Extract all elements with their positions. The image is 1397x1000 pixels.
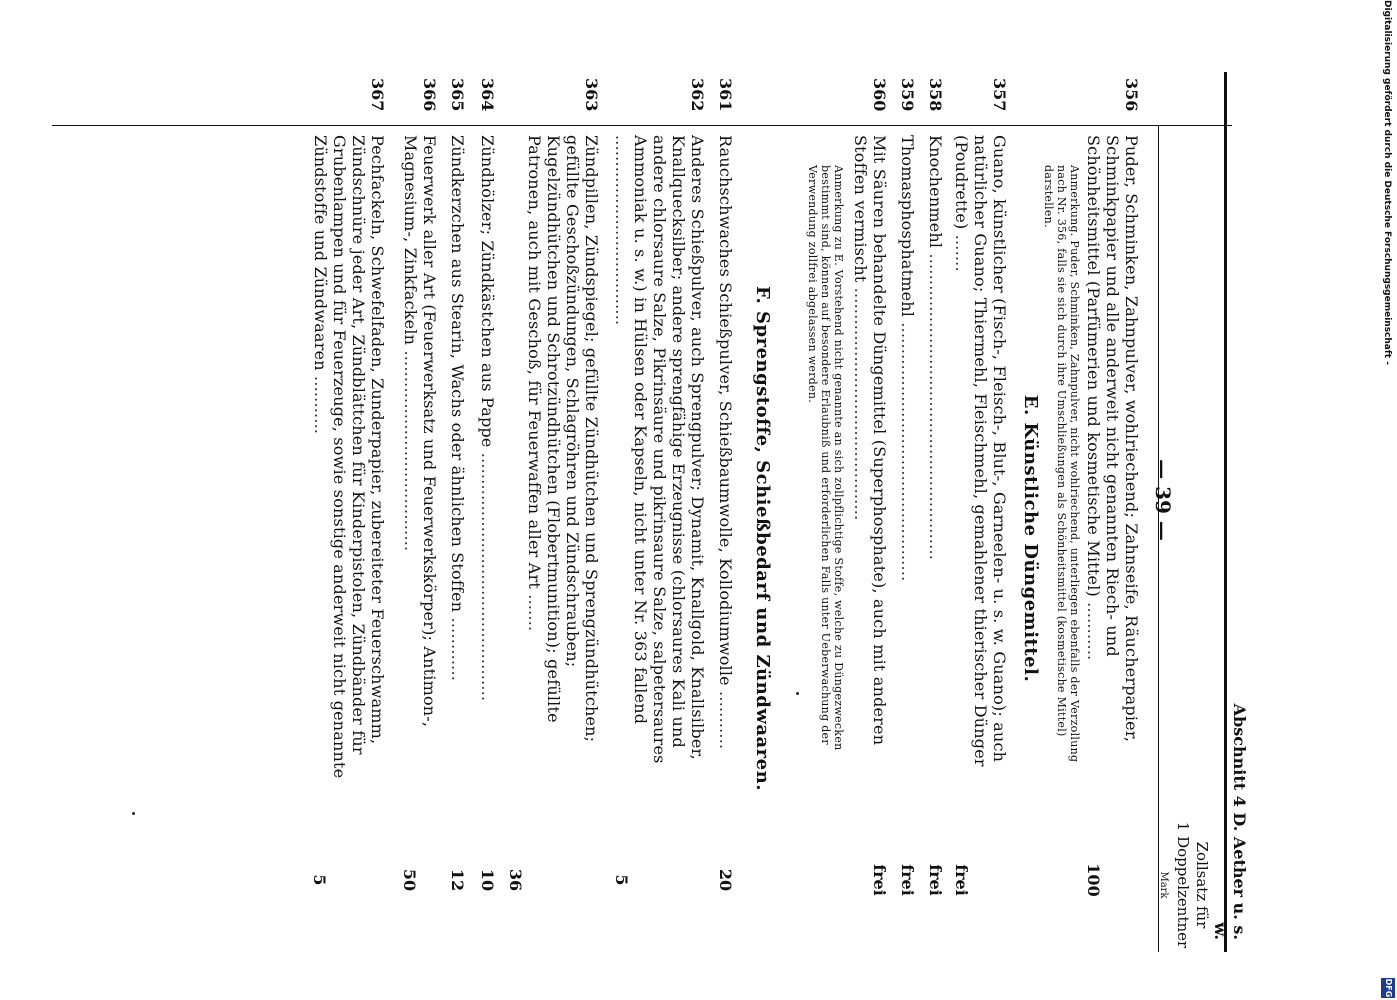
entry-rate: 100 bbox=[1084, 863, 1103, 897]
tariff-header-currency: Mark bbox=[1158, 871, 1169, 899]
entry-rate: 36 bbox=[506, 868, 525, 892]
entry-text: Guano, künstlicher (Fisch-, Fleisch-, Blut-, Garneelen- u. s. w. Guano); auch natürlicher Guano; Thiermehl, Fleischmehl, gemahlener thierischer Dünger (Poudrette) ....... bbox=[952, 135, 1009, 767]
tariff-header bbox=[1154, 820, 1211, 950]
entry-number: 364 bbox=[478, 78, 497, 112]
section-e-heading: E. Künstliche Düngemittel. bbox=[1020, 394, 1041, 683]
entry-number: 360 bbox=[870, 78, 889, 112]
entry-text: Pechfackeln, Schwefelfaden, Zunderpapier, zubereiteter Feuerschwamm, Zündschnüre jeder Art, Zündblättchen für Kinderpistolen, Zündbänder für Grubenlampen und für Feuerzeuge, sowie sonstige anderweit nicht genannte Zündstoffe und Zündwaaren ........... bbox=[311, 135, 387, 779]
note-356: Anmerkung. Puder, Schminken, Zahnpulver, nicht wohlriechend, unterliegen ebenfalls der Verzollung nach Nr. 356, falls sie sich durch ihre Umschließungen als Schönheitsmittel (kosmetische Mittel) darstellen. bbox=[1042, 165, 1081, 763]
entry-number: 367 bbox=[368, 78, 387, 112]
print-speck bbox=[796, 692, 799, 695]
entry-rate: 10 bbox=[478, 868, 497, 892]
entry-text: Feuerwerk aller Art (Feuerwerksatz und Feuerwerkskörper); Antimon-, Magnesium-, Zinkfackeln ...................................... bbox=[401, 135, 439, 728]
digitization-footer: Digitalisierung gefördert durch die Deutsche Forschungsgemeinschaft - bbox=[1382, 0, 1392, 365]
entry-rate: frei bbox=[898, 864, 917, 896]
dfg-logo: DFG bbox=[1381, 978, 1395, 998]
print-speck bbox=[132, 812, 135, 815]
entry-rate: 5 bbox=[612, 874, 631, 886]
entry-number: 365 bbox=[448, 78, 467, 112]
entry-number: 359 bbox=[898, 78, 917, 112]
section-reference: Abschnitt 4 D. Aether u. s. w. bbox=[1211, 703, 1249, 940]
entry-text: Zündhölzer; Zündkästchen aus Pappe ............................................... bbox=[478, 135, 497, 702]
entry-text: Mit Säuren behandelte Düngemittel (Superphosphate), auch mit anderen Stoffen vermischt ............................................ bbox=[851, 135, 889, 746]
tariff-header-unit: 1 Doppelzentner bbox=[1174, 821, 1192, 949]
section-f-heading: F. Sprengstoffe, Schießbedarf und Zündwaaren. bbox=[752, 286, 773, 791]
entry-text: Zündkerzchen aus Stearin, Wachs oder ähnlichen Stoffen ............ bbox=[448, 135, 467, 682]
page-number: — 39 — bbox=[1151, 459, 1175, 541]
header-rule bbox=[1158, 125, 1159, 952]
entry-number: 356 bbox=[1122, 78, 1141, 112]
entry-text: Anderes Schießpulver, auch Sprengpulver; Dynamit, Knallgold, Knallsilber, Knallquecksilber; andere sprengfähige Erzeugnisse (chlorsaures Kali und andere chlorsaure Salze, Pikrinsäure und pikrinsaure Salze, salpetersaures Ammoniak u. s. w.) in Hülsen oder Kapseln, nicht unter Nr. 363 fallend .................................... bbox=[612, 135, 707, 764]
entry-text: Thomasphosphatmehl ................................................. bbox=[898, 135, 917, 582]
tariff-header-label: Zollsatz für bbox=[1193, 841, 1211, 929]
entry-rate: 20 bbox=[716, 868, 735, 892]
entry-text: Puder, Schminken, Zahnpulver, wohlriechend; Zahnseife, Räucherpapier, Schminkpapier und alle anderweit nicht genannten Riech- und Schönheitsmittel (Parfümerien und kosmetische Mittel) ........... bbox=[1084, 135, 1141, 743]
entry-text: Zündpillen, Zündspiegel; gefüllte Zündhütchen und Sprengzündhütchen; gefüllte Geschoßzündungen, Schlagröhren und Zündschrauben; Kugelzündhütchen und Schrotzündhütchen (Flobertmunition); gefüllte Patronen, auch mit Geschoß, für Feuerwaffen aller Art ....... bbox=[525, 135, 601, 743]
entry-text: Rauchschwaches Schießpulver, Schießbaumwolle, Kollodiumwolle ........... bbox=[716, 135, 735, 750]
entry-number: 362 bbox=[688, 78, 707, 112]
entry-rate: 50 bbox=[400, 868, 419, 892]
top-rule bbox=[1224, 72, 1227, 952]
entry-rate: 12 bbox=[448, 868, 467, 892]
entry-number: 361 bbox=[716, 78, 735, 112]
note-section-e: Anmerkung zu E. Vorstehend nicht genannte an sich zollpflichtige Stoffe, welche zu Düngezwecken bestimmt sind, können auf besondere Erlaubniß und erforderlichen Falls unter Ueberwachung der Verwendung zollfrei abgelassen werden. bbox=[806, 165, 845, 751]
entry-text: Knochenmehl .......................................................... bbox=[926, 135, 945, 561]
number-column-rule bbox=[52, 125, 1232, 126]
entry-rate: frei bbox=[926, 864, 945, 896]
entry-rate: frei bbox=[952, 864, 971, 896]
entry-number: 358 bbox=[926, 78, 945, 112]
entry-number: 366 bbox=[420, 78, 439, 112]
entry-rate: frei bbox=[870, 864, 889, 896]
entry-number: 363 bbox=[582, 78, 601, 112]
entry-number: 357 bbox=[990, 78, 1009, 112]
entry-rate: 5 bbox=[310, 874, 329, 886]
